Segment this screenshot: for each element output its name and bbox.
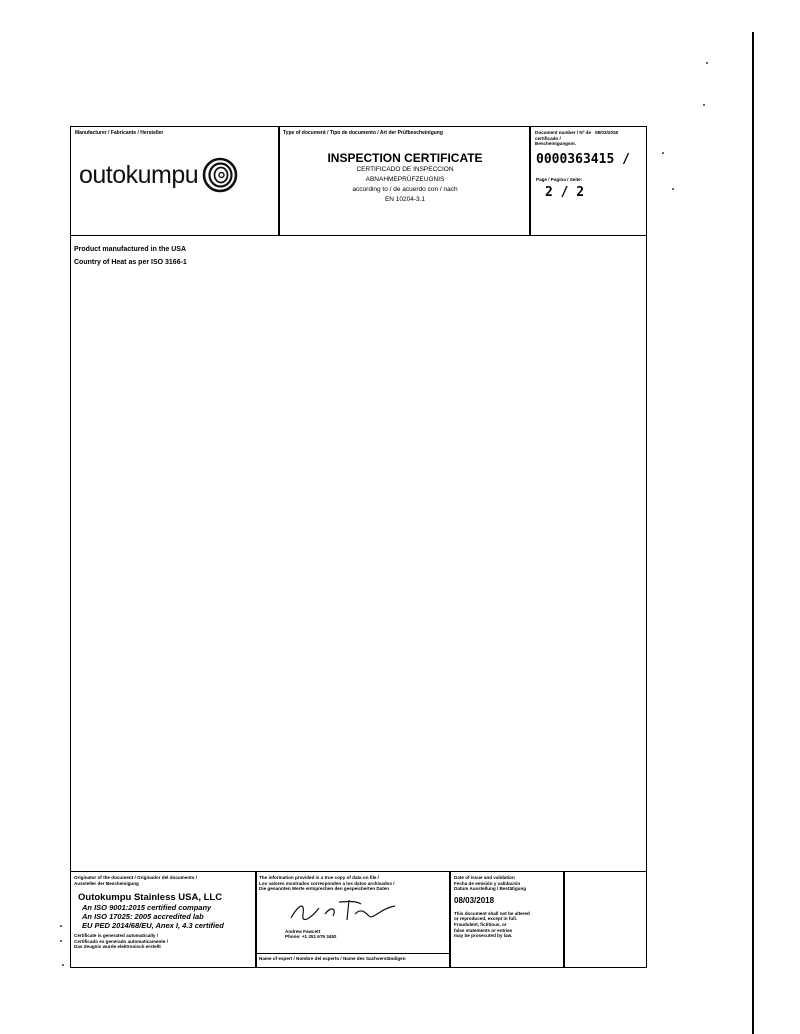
- scan-speck: [703, 104, 705, 106]
- issue-date: 08/03/2018: [454, 895, 495, 905]
- origin-line: Product manufactured in the USA: [74, 246, 187, 253]
- swirl-logo-icon: [202, 157, 238, 193]
- date-label-en: Date of issue and validation: [454, 875, 515, 880]
- expert-cell: [257, 872, 449, 968]
- originator-label-de: Aussteller der Bescheinigung: [74, 880, 139, 886]
- scan-speck: [60, 940, 62, 942]
- outokumpu-logo: [79, 157, 238, 193]
- page-label: Page / Pagina / Seite:: [536, 177, 583, 182]
- legal-line: This document shall not be altered: [454, 910, 530, 916]
- scan-speck: [60, 925, 62, 927]
- document-number: 0000363415 /: [536, 152, 630, 167]
- legal-line: or reproduced, except in full.: [454, 916, 518, 922]
- originator-label: Originator of the document / Originador del documento /: [74, 875, 198, 880]
- iso-9001: An ISO 9001:2015 certified company: [82, 903, 212, 913]
- scan-speck: [672, 188, 674, 190]
- scan-speck: [706, 62, 708, 64]
- issue-date-cell: [451, 872, 563, 968]
- according-to: according to / de acuerdo con / nach: [352, 186, 458, 193]
- info-statement-es: Los valores mostrados corresponden a los datos archivados /: [259, 880, 395, 886]
- document-date: 08/03/2018: [595, 130, 618, 135]
- auto-generated-en: Certificate is generated automatically /: [74, 933, 158, 939]
- signer-phone: Phone: +1 251 679 3492: [285, 934, 337, 940]
- certificate-header: [71, 127, 646, 236]
- legal-line: false statements or entries: [454, 927, 513, 933]
- document-number-label: Document number / Nº de certificado / Bescheinigungsnr.: [535, 130, 592, 147]
- header-divider: [278, 127, 280, 235]
- auto-generated-es: Certificado es generado automaticamente /: [74, 938, 168, 944]
- document-number-column: [531, 127, 648, 235]
- expert-label: Name of expert / Nombre del experto / Name des Sachverständigen: [257, 953, 449, 962]
- scan-edge-line: [752, 32, 754, 1034]
- document-type-label: Type of document / Tipo de documento / Art der Prüfbescheinigung: [283, 130, 443, 136]
- title-german: ABNAHMEPRÜFZEUGNIS: [365, 176, 445, 183]
- signature: [285, 894, 405, 924]
- info-statement-de: Die genannten Werte entsprechen den gespeicherten Daten: [259, 886, 390, 892]
- eu-ped: EU PED 2014/68/EU, Anex I, 4.3 certified: [82, 921, 224, 931]
- certificate-body: [74, 243, 187, 269]
- date-label-es: Fecha de emisión y validación: [454, 880, 521, 886]
- scan-speck: [662, 152, 664, 154]
- info-statement-en: The information provided is a true copy of data on file /: [259, 875, 379, 880]
- inspection-certificate: [70, 126, 647, 968]
- signer-name: Andrew Fawcett: [285, 928, 321, 934]
- legal-line: Fraudulent, fictitious, or: [454, 921, 507, 927]
- document-type-column: [281, 127, 529, 235]
- date-label-de: Datum Ausstellung / Bestätigung: [454, 886, 527, 892]
- scan-speck: [62, 964, 64, 966]
- auto-generated-de: Das Zeugnis wurde elektronisch erstellt: [74, 944, 161, 950]
- title-spanish: CERTIFICADO DE INSPECCION: [356, 166, 454, 173]
- company-name: Outokumpu Stainless USA, LLC: [78, 892, 223, 904]
- legal-line: may be prosecuted by law.: [454, 933, 513, 939]
- page-number: 2 / 2: [545, 185, 585, 200]
- certificate-title: INSPECTION CERTIFICATE: [327, 151, 483, 165]
- footer-divider: [563, 872, 565, 968]
- country-of-heat-line: Country of Heat as per ISO 3166-1: [74, 259, 187, 266]
- originator-cell: [71, 872, 255, 968]
- certificate-footer: [71, 871, 646, 968]
- manufacturer-label: Manufacturer / Fabricante / Hersteller: [75, 130, 164, 136]
- logo-text: outokumpu: [79, 160, 199, 189]
- iso-17025: An ISO 17025: 2005 accredited lab: [82, 912, 204, 922]
- standard: EN 10204-3.1: [384, 196, 426, 203]
